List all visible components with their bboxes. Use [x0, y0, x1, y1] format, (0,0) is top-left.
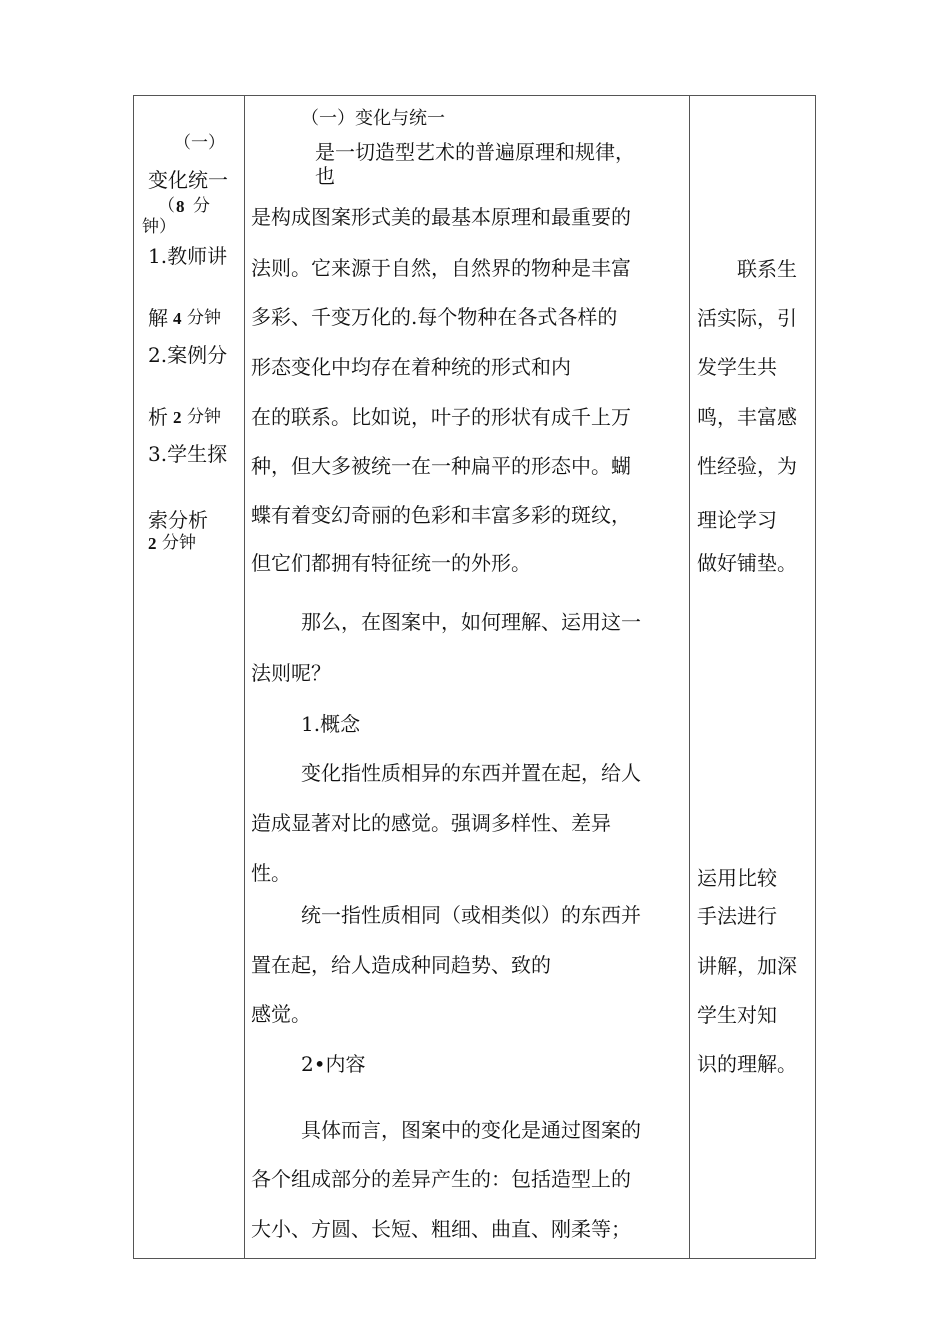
step2-unit: 分钟	[187, 407, 221, 427]
paragraph-line: 但它们都拥有特征统一的外形。	[251, 551, 531, 575]
paragraph-line: 法则。它来源于自然，自然界的物种是丰富	[251, 256, 631, 280]
note-line: 性经验，为	[697, 454, 797, 478]
step1-text: 解	[148, 306, 168, 330]
content-subheading: 2•内容	[301, 1052, 366, 1076]
step1-minutes: 4	[173, 309, 182, 328]
paragraph-line: 造成显著对比的感觉。强调多样性、差异	[251, 811, 611, 835]
duration-unit: 分	[193, 196, 210, 216]
paragraph-line: 具体而言，图案中的变化是通过图案的	[301, 1118, 641, 1142]
note-line: 发学生共	[697, 355, 777, 379]
note-line: 联系生	[737, 257, 797, 281]
paragraph-line: 大小、方圆、长短、粗细、曲直、刚柔等；	[251, 1217, 631, 1241]
note-line: 讲解，加深	[697, 954, 797, 978]
content-heading: （一）变化与统一	[301, 108, 445, 129]
step2-minutes: 2	[173, 408, 182, 427]
note-line: 理论学习	[697, 508, 777, 532]
paragraph-line: 蝶有着变幻奇丽的色彩和丰富多彩的斑纹，	[251, 503, 631, 527]
paragraph-line: 那么，在图案中，如何理解、运用这一	[301, 610, 641, 634]
duration-number: 8	[176, 197, 185, 216]
section-number: （一）	[174, 133, 225, 153]
column-divider-right	[689, 96, 690, 1258]
note-line: 识的理解。	[697, 1052, 797, 1076]
paragraph-line: 是一切造型艺术的普遍原理和规律，	[315, 140, 635, 164]
paragraph-line: 法则呢？	[251, 661, 331, 685]
step3-unit: 分钟	[162, 533, 196, 553]
paragraph-line: 种，但大多被统一在一种扁平的形态中。蝴	[251, 454, 631, 478]
duration-close: 钟）	[142, 217, 176, 237]
note-line: 活实际，引	[697, 306, 797, 330]
step2-text: 析	[148, 405, 168, 429]
step3-line2: 索分析	[148, 508, 208, 532]
concept-heading: 1.概念	[301, 712, 361, 736]
paragraph-line: 各个组成部分的差异产生的：包括造型上的	[251, 1167, 631, 1191]
column-divider-left	[244, 96, 245, 1258]
paragraph-line: 形态变化中均存在着种统的形式和内	[251, 355, 571, 379]
paragraph-line: 性。	[251, 861, 291, 885]
paragraph-line: 也	[315, 164, 335, 188]
step3-minutes: 2	[148, 534, 157, 553]
step3-line1: 3.学生探	[148, 442, 228, 466]
step2-line1: 2.案例分	[148, 343, 228, 367]
step1-line1: 1.教师讲	[148, 244, 228, 268]
section-title: 变化统一	[148, 168, 228, 192]
step1-unit: 分钟	[187, 308, 221, 328]
note-line: 学生对知	[697, 1003, 777, 1027]
paragraph-line: 感觉。	[251, 1002, 311, 1026]
paragraph-line: 置在起，给人造成种同趋势、致的	[251, 953, 551, 977]
paragraph-line: 是构成图案形式美的最基本原理和最重要的	[251, 205, 631, 229]
note-line: 鸣，丰富感	[697, 405, 797, 429]
note-line: 运用比较	[697, 866, 777, 890]
paragraph-line: 在的联系。比如说，叶子的形状有成千上万	[251, 405, 631, 429]
paragraph-line: 多彩、千变万化的.每个物种在各式各样的	[251, 305, 618, 329]
paragraph-line: 变化指性质相异的东西并置在起，给人	[301, 761, 641, 785]
duration-open: （	[158, 196, 175, 216]
note-line: 手法进行	[697, 904, 777, 928]
note-line: 做好铺垫。	[697, 551, 797, 575]
paragraph-line: 统一指性质相同（或相类似）的东西并	[301, 903, 641, 927]
